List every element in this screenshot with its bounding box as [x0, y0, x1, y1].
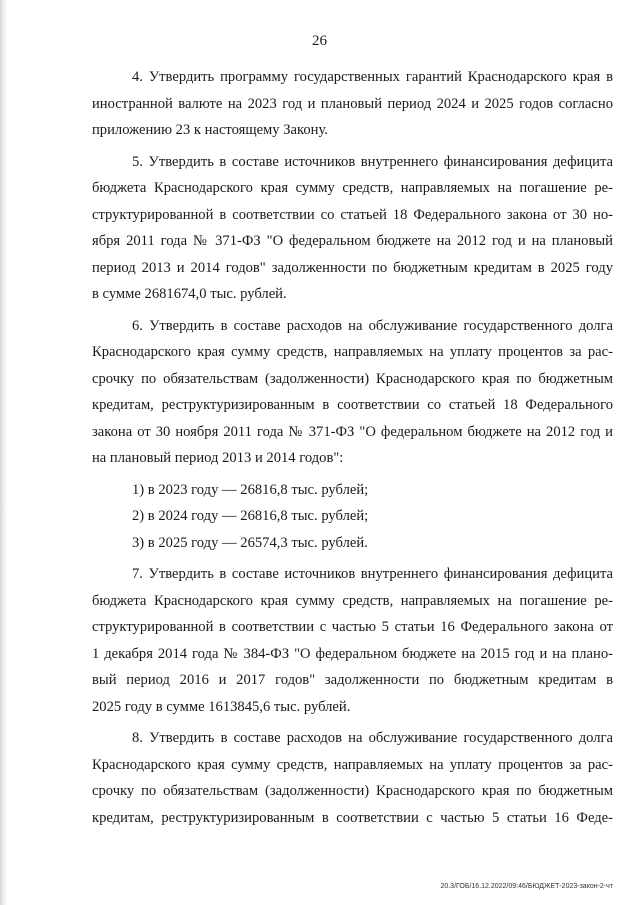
list-item-text: 1) в 2023 году — 26816,8 тыс. рублей; [132, 481, 369, 498]
paragraph-5 [92, 149, 613, 308]
paragraph-line: 8. Утвердить в составе расходов на обслуживание государственного долга [132, 730, 613, 746]
paragraph-line: 7. Утвердить в составе источников внутреннего финансирования дефицита [132, 566, 613, 582]
paragraph-line: 5. Утвердить в составе источников внутреннего финансирования дефицита [132, 153, 613, 170]
paragraph-line: иностранной валюте на 2023 год и плановый период 2024 и 2025 годов согласно [92, 95, 613, 112]
paragraph-line: Краснодарского края сумму средств, направляемых на уплату процентов за рас- [92, 344, 613, 360]
list-item-2024 [92, 503, 613, 530]
scan-edge-shadow [0, 0, 8, 905]
document-body [92, 64, 613, 836]
paragraph-4 [92, 64, 613, 144]
paragraph-line: закона от 30 ноября 2011 года № 371-ФЗ "О федеральном бюджете на 2012 год и [92, 423, 613, 440]
paragraph-line: срочку по обязательствам (задолженности) Краснодарского края по бюджетным [92, 370, 613, 387]
list-item-text: 3) в 2025 году — 26574,3 тыс. рублей. [132, 534, 368, 551]
paragraph-line: структурированной в соответствии с частью 5 статьи 16 Федерального закона от [92, 619, 613, 635]
document-footer-code: 20.3/ГОБ/16.12.2022/09:46/БЮДЖЕТ-2023-закон-2-чт [440, 883, 613, 890]
list-item-2023 [92, 477, 613, 504]
paragraph-line: кредитам, реструктуризированным в соответствии с частью 5 статьи 16 Феде- [92, 809, 613, 826]
paragraph-line: приложению 23 к настоящему Закону. [92, 122, 328, 138]
paragraph-line: 2025 году в сумме 1613845,6 тыс. рублей. [92, 698, 351, 715]
paragraph-line: ября 2011 года № 371-ФЗ "О федеральном бюджете на 2012 год и на плановый [92, 233, 613, 249]
paragraph-8 [92, 725, 613, 831]
paragraph-line: 6. Утвердить в составе расходов на обслуживание государственного долга [132, 317, 613, 334]
paragraph-line: кредитам, реструктуризированным в соответствии со статьей 18 Федерального [92, 397, 613, 413]
paragraph-7 [92, 561, 613, 720]
paragraph-line: Краснодарского края сумму средств, направляемых на уплату процентов за рас- [92, 756, 613, 773]
paragraph-line: в сумме 2681674,0 тыс. рублей. [92, 286, 287, 302]
paragraph-line: вый период 2016 и 2017 годов" задолженности по бюджетным кредитам в [92, 672, 613, 688]
paragraph-line: период 2013 и 2014 годов" задолженности по бюджетным кредитам в 2025 году [92, 259, 613, 276]
paragraph-line: бюджета Краснодарского края сумму средств, направляемых на погашение ре- [92, 180, 613, 196]
list-item-2025 [92, 530, 613, 557]
page-number: 26 [312, 33, 327, 49]
paragraph-line: структурированной в соответствии со статьей 18 Федерального закона от 30 но- [92, 206, 613, 223]
paragraph-line: бюджета Краснодарского края сумму средств, направляемых на погашение ре- [92, 592, 613, 609]
paragraph-line: на плановый период 2013 и 2014 годов": [92, 450, 344, 466]
paragraph-line: 4. Утвердить программу государственных гарантий Краснодарского края в [132, 69, 613, 85]
paragraph-line: 1 декабря 2014 года № 384-ФЗ "О федеральном бюджете на 2015 год и на плано- [92, 645, 613, 662]
list-item-text: 2) в 2024 году — 26816,8 тыс. рублей; [132, 508, 369, 524]
paragraph-line: срочку по обязательствам (задолженности) Краснодарского края по бюджетным [92, 783, 613, 799]
paragraph-6 [92, 313, 613, 472]
